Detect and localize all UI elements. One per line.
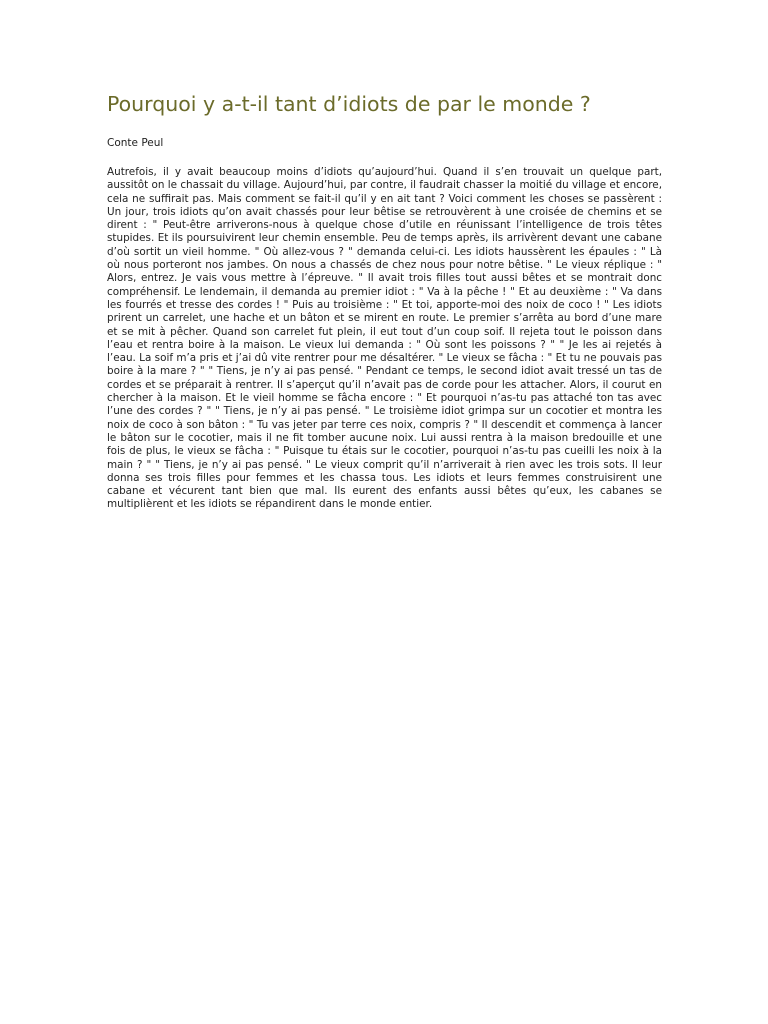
document-body: Autrefois, il y avait beaucoup moins d’idiots qu’aujourd’hui. Quand il s’en trouvait un quelque part, aussitôt on le chassait du village. Aujourd’hui, par contre, il faudrait chasser la moitié du village et encore, cela ne suffirait pas. Mais comment se fait-il qu’il y en ait tant ? Voici comment les choses se passèrent : Un jour, trois idiots qu’on avait chassés pour leur bêtise se retrouvèrent à une croisée de chemins et se dirent : " Peut-être arriverons-nous à quelque chose d’utile en réunissant l’intelligence de trois têtes stupides. Et ils poursuivirent leur chemin ensemble. Peu de temps après, ils arrivèrent devant une cabane d’où sortit un vieil homme. " Où allez-vous ? " demanda celui-ci. Les idiots haussèrent les épaules : " Là où nous porteront nos jambes. On nous a chassés de chez nous pour notre bêtise. " Le vieux réplique : " Alors, entrez. Je vais vous mettre à l’épreuve. " Il avait trois filles tout aussi bêtes et se montrait donc compréhensif. Le lendemain, il demanda au premier idiot : " Va à la pêche ! " Et au deuxième : " Va dans les fourrés et tresse des cordes ! " Puis au troisième : " Et toi, apporte-moi des noix de coco ! " Les idiots prirent un carrelet, une hache et un bâton et se mirent en route. Le premier s’arrêta au bord d’une mare et se mit à pêcher. Quand son carrelet fut plein, il eut tout d’un coup soif. Il rejeta tout le poisson dans l’eau et rentra boire à la maison. Le vieux lui demanda : " Où sont les poissons ? " " Je les ai rejetés à l’eau. La soif m’a pris et j’ai dû vite rentrer pour me désaltérer. " Le vieux se fâcha : " Et tu ne pouvais pas boire à la mare ? " " Tiens, je n’y ai pas pensé. " Pendant ce temps, le second idiot avait tressé un tas de cordes et se préparait à rentrer. Il s’aperçut qu’il n’avait pas de corde pour les attacher. Alors, il courut en chercher à la maison. Et le vieil homme se fâcha encore : " Et pourquoi n’as-tu pas attaché ton tas avec l’une des cordes ? " " Tiens, je n’y ai pas pensé. " Le troisième idiot grimpa sur un cocotier et montra les noix de coco à son bâton : " Tu vas jeter par terre ces noix, compris ? " Il descendit et commença à lancer le bâton sur le cocotier, mais il ne fit tomber aucune noix. Lui aussi rentra à la maison bredouille et une fois de plus, le vieux se fâcha : " Puisque tu étais sur le cocotier, pourquoi n’as-tu pas cueilli les noix à la main ? " " Tiens, je n’y ai pas pensé. " Le vieux comprit qu’il n’arriverait à rien avec les trois sots. Il leur donna ses trois filles pour femmes et les chassa tous. Les idiots et leurs femmes construisirent une cabane et vécurent tant bien que mal. Ils eurent des enfants aussi bêtes qu’eux, les cabanes se multiplièrent et les idiots se répandirent dans le monde entier. (107, 166, 662, 511)
document-author: Conte Peul (107, 137, 164, 149)
document-title: Pourquoi y a-t-il tant d’idiots de par le monde ? (107, 92, 591, 116)
